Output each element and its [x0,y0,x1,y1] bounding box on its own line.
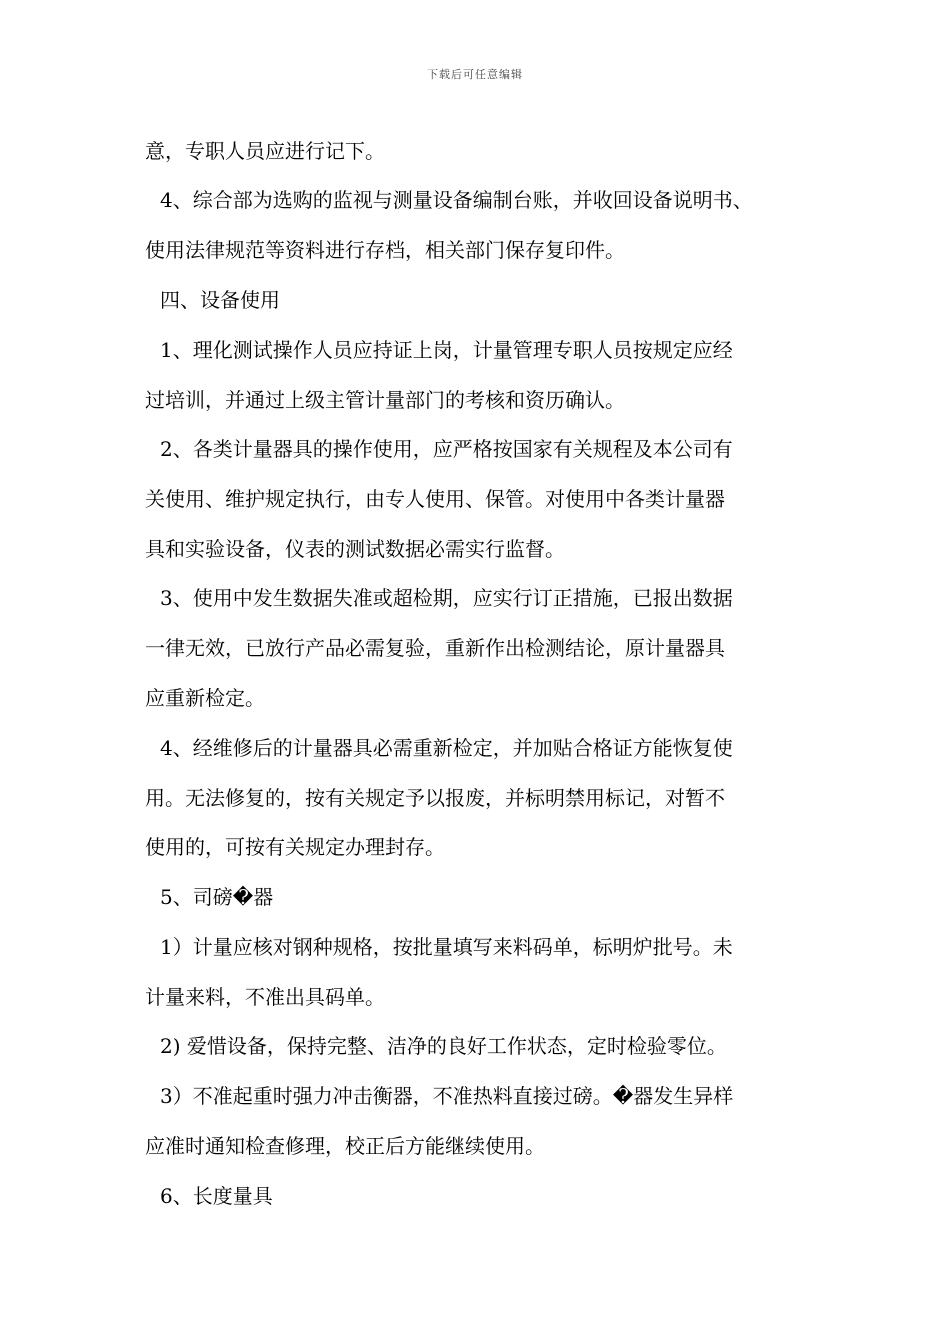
section-heading: 四、设备使用 [160,288,280,312]
text-line: 1）计量应核对钢种规格，按批量填写来料码单，标明炉批号。未 [160,935,733,959]
section-heading: 5、司磅�器 [160,885,274,909]
text-line: 3、使用中发生数据失准或超检期，应实行订正措施，已报出数据 [160,586,733,610]
text-line: 应准时通知检查修理，校正后方能继续使用。 [145,1134,545,1158]
text-line: 意，专职人员应进行记下。 [145,139,385,163]
text-line: 4、经维修后的计量器具必需重新检定，并加贴合格证方能恢复使 [160,736,733,760]
section-heading: 6、长度量具 [160,1184,273,1208]
text-line: 具和实验设备，仪表的测试数据必需实行监督。 [145,537,565,561]
text-line: 应重新检定。 [145,686,265,710]
text-line: 2) 爱惜设备，保持完整、洁净的良好工作状态，定时检验零位。 [160,1034,727,1058]
text-line: 计量来料，不准出具码单。 [145,985,385,1009]
text-line: 1、理化测试操作人员应持证上岗，计量管理专职人员按规定应经 [160,338,733,362]
text-line: 过培训，并通过上级主管计量部门的考核和资历确认。 [145,388,625,412]
text-line: 使用的，可按有关规定办理封存。 [145,835,445,859]
text-line: 一律无效，已放行产品必需复验，重新作出检测结论，原计量器具 [145,636,725,660]
text-line: 使用法律规范等资料进行存档，相关部门保存复印件。 [145,238,625,262]
page-header: 下载后可任意编辑 [427,68,523,81]
text-line: 3）不准起重时强力冲击衡器，不准热料直接过磅。�器发生异样 [160,1084,734,1108]
text-line: 关使用、维护规定执行，由专人使用、保管。对使用中各类计量器 [145,487,725,511]
text-line: 2、各类计量器具的操作使用，应严格按国家有关规程及本公司有 [160,437,733,461]
text-line: 用。无法修复的，按有关规定予以报废，并标明禁用标记，对暂不 [145,786,725,810]
text-line: 4、综合部为选购的监视与测量设备编制台账，并收回设备说明书、 [160,188,753,212]
